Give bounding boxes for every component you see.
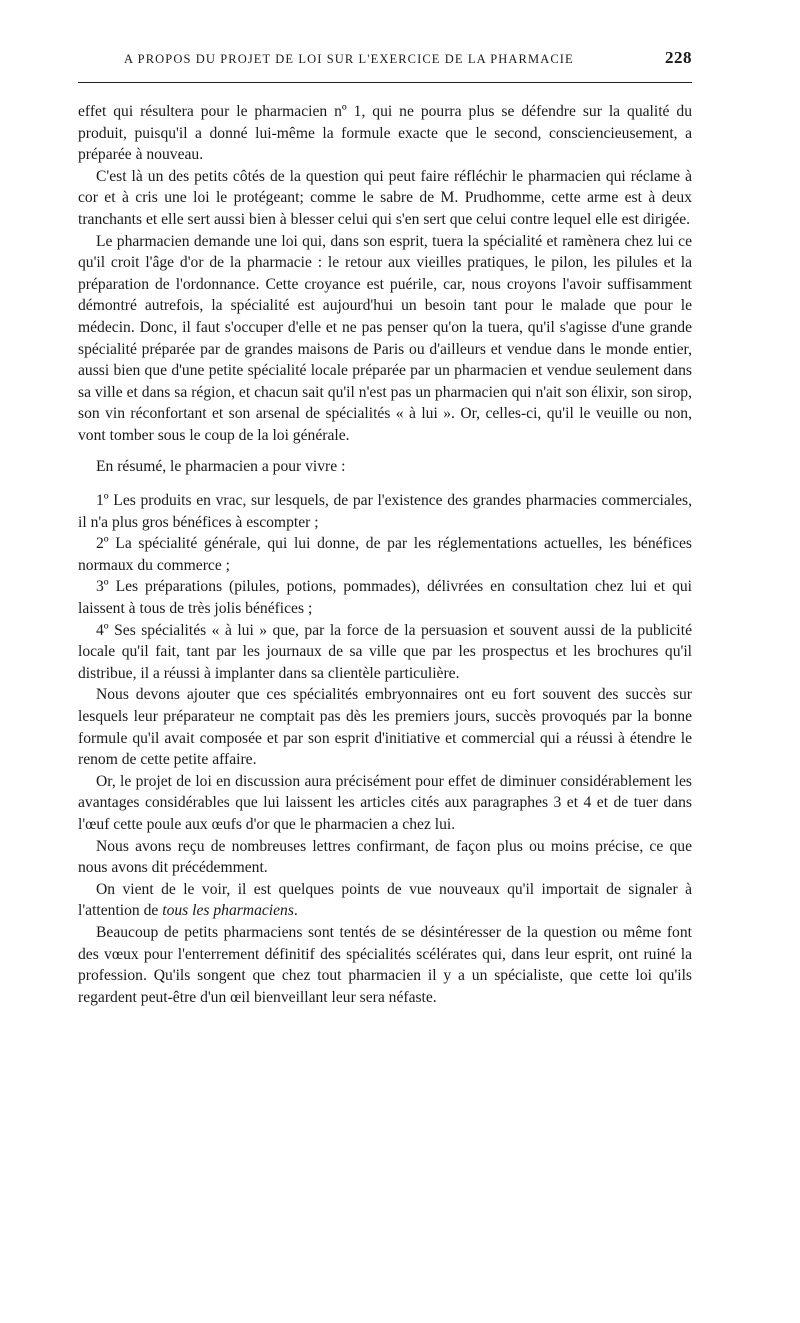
paragraph-letters-received: Nous avons reçu de nombreuses lettres confirmant, de façon plus ou moins précise, ce que nous avons dit précédemment. xyxy=(78,837,692,877)
body-text xyxy=(78,101,692,1008)
paragraph-embryonic-specialties: Nous devons ajouter que ces spécialités embryonnaires ont eu fort souvent des succès sur lesquels leur préparateur ne comptait pas dès les premiers jours, succès provoqués par la bonne formule qu'il avait composée et par son esprit d'initiative et commercial qui a réussi à étendre le renom de cette petite affaire. xyxy=(78,686,692,769)
paragraph-attention xyxy=(78,879,692,922)
list-item-bulk-products: 1º Les produits en vrac, sur lesquels, de par l'existence des grandes pharmacies commerciales, il n'a plus gros bénéfices à escompter ; xyxy=(78,492,692,531)
paragraph-bill-effect: Or, le projet de loi en discussion aura précisément pour effet de diminuer considérablement les avantages considérables que lui laissent les articles cités aux paragraphes 3 et 4 et de tuer dans l'œuf cette poule aux œufs d'or que le pharmacien a chez lui. xyxy=(78,772,692,833)
attention-text-before: On vient de le voir, il est quelques points de vue nouveaux qu'il importait de signaler à l'attention de xyxy=(78,880,692,920)
paragraph-pharmacist-law: Le pharmacien demande une loi qui, dans son esprit, tuera la spécialité et ramènera chez lui ce qu'il croit l'âge d'or de la pharmacie : le retour aux vieilles pratiques, le pilon, les pilules et la préparation de l'ordonnance. Cette croyance est puérile, car, nous croyons l'avoir suffisamment démontré autrefois, la spécialité est aujourd'hui un besoin tant pour le malade que pour le médecin. Donc, il faut s'occuper d'elle et ne pas penser qu'on la tuera, qu'il s'agisse d'une grande spécialité préparée par de grandes maisons de Paris ou d'ailleurs et vendue dans le monde entier, aussi bien que d'une petite spécialité locale préparée par un pharmacien et vendue seulement dans sa ville et dans sa région, et chacun sait qu'il n'est pas un pharmacien qui n'ait son élixir, son sirop, son vin réconfortant et son arsenal de spécialités « à lui ». Or, celles-ci, qu'il le veuille ou non, vont tomber sous le coup de la loi générale. xyxy=(78,232,692,444)
book-page xyxy=(78,48,692,1008)
attention-text-italic: tous les pharmaciens xyxy=(162,902,294,920)
paragraph-small-pharmacists: Beaucoup de petits pharmaciens sont tentés de se désintéresser de la question ou même font des vœux pour l'enterrement définitif des spécialités scélérates qui, dans leur esprit, ont ruiné la profession. Qu'ils songent que chez tout pharmacien il y a un spécialiste, que cette loi qu'ils regardent peut-être d'un œil bienveillant leur sera néfaste. xyxy=(78,923,692,1006)
paragraph-continuation: effet qui résultera pour le pharmacien nº 1, qui ne pourra plus se défendre sur la qualité du produit, puisqu'il a donné lui-même la formule exacte que le second, consciencieusement, a préparée à nouveau. xyxy=(78,103,692,164)
list-item-general-specialty: 2º La spécialité générale, qui lui donne, de par les réglementations actuelles, les bénéfices normaux du commerce ; xyxy=(78,535,692,574)
paragraph-prudhomme: C'est là un des petits côtés de la question qui peut faire réfléchir le pharmacien qui réclame à cor et à cris une loi le protégeant; comme le sabre de M. Prudhomme, cette arme est à deux tranchants et elle sert aussi bien à blesser celui qui s'en sert que celui contre lequel elle est dirigée. xyxy=(78,167,692,228)
running-title: A PROPOS DU PROJET DE LOI SUR L'EXERCICE DE LA PHARMACIE xyxy=(124,52,574,66)
paragraph-summary-intro: En résumé, le pharmacien a pour vivre : xyxy=(96,457,346,475)
attention-text-after: . xyxy=(293,902,298,920)
page-number: 228 xyxy=(665,48,692,67)
list-item-preparations: 3º Les préparations (pilules, potions, pommades), délivrées en consultation chez lui et qui laissent à tous de très jolis bénéfices ; xyxy=(78,578,692,618)
list-item-own-specialties: 4º Ses spécialités « à lui » que, par la force de la persuasion et souvent aussi de la publicité locale qu'il fait, tant par les journaux de sa ville que par les prospectus et les brochures qu'il distribue, il a réussi à implanter dans sa clientèle particulière. xyxy=(78,621,692,682)
running-header xyxy=(78,48,692,83)
